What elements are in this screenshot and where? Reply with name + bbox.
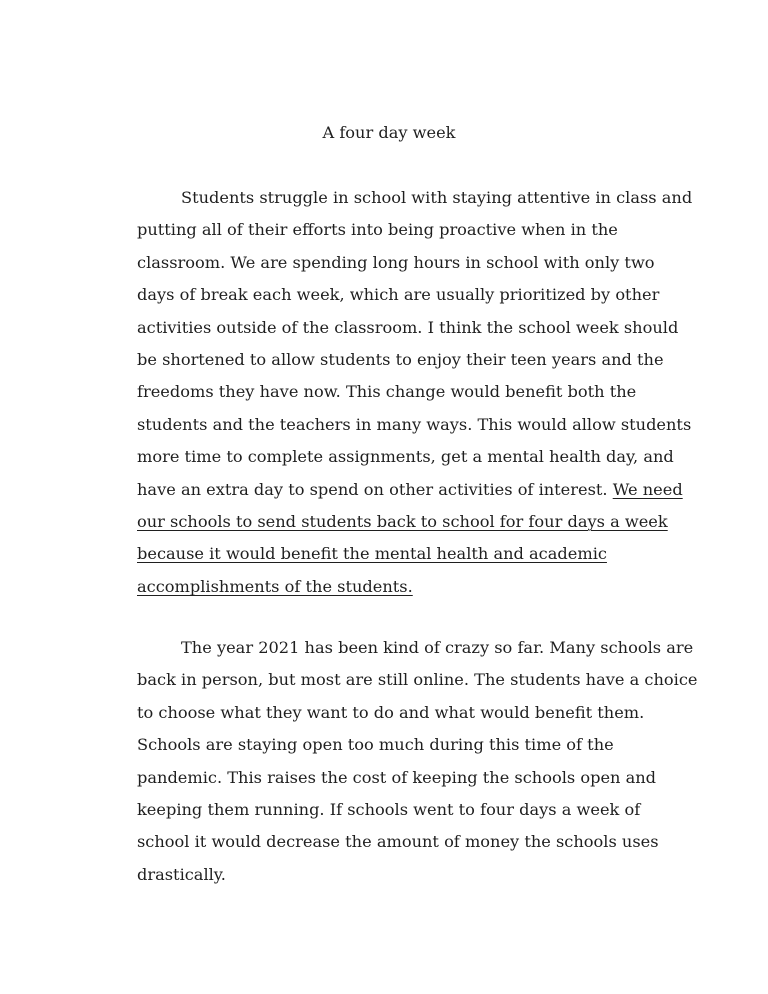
paragraph-text: have an extra day to spend on other activities of interest. (137, 479, 613, 499)
paragraph-line: back in person, but most are still online. The students have a choice (137, 670, 698, 690)
thesis-statement-start: We need (612, 479, 683, 499)
paragraph-line: The year 2021 has been kind of crazy so far. Many schools are (181, 638, 694, 657)
paragraph-line: activities outside of the classroom. I think the school week should (137, 317, 679, 337)
document-title: A four day week (322, 123, 456, 142)
paragraph-line: freedoms they have now. This change would benefit both the (137, 382, 637, 402)
thesis-statement-line: accomplishments of the students. (137, 576, 413, 596)
paragraph-line (137, 474, 683, 506)
paragraph-line: Schools are staying open too much during this time of the (137, 735, 614, 755)
paragraph-line: to choose what they want to do and what would benefit them. (137, 702, 645, 722)
paragraph-line: drastically. (137, 864, 226, 884)
paragraph-line: more time to complete assignments, get a mental health day, and (137, 447, 674, 467)
thesis-statement-line: our schools to send students back to school for four days a week (137, 512, 668, 532)
thesis-statement-line: because it would benefit the mental health and academic (137, 544, 607, 564)
paragraph-line: classroom. We are spending long hours in school with only two (137, 252, 655, 272)
paragraph-line: pandemic. This raises the cost of keeping the schools open and (137, 767, 657, 787)
paragraph-line: Students struggle in school with staying attentive in class and (181, 188, 693, 207)
paragraph-2 (137, 632, 698, 891)
paragraph-line: students and the teachers in many ways. This would allow students (137, 414, 692, 434)
paragraph-1 (137, 182, 693, 603)
paragraph-line: putting all of their efforts into being proactive when in the (137, 220, 618, 240)
paragraph-line: be shortened to allow students to enjoy their teen years and the (137, 350, 664, 370)
paragraph-line: days of break each week, which are usually prioritized by other (137, 285, 660, 305)
paragraph-line: keeping them running. If schools went to four days a week of (137, 800, 641, 820)
paragraph-line: school it would decrease the amount of money the schools uses (137, 832, 659, 852)
